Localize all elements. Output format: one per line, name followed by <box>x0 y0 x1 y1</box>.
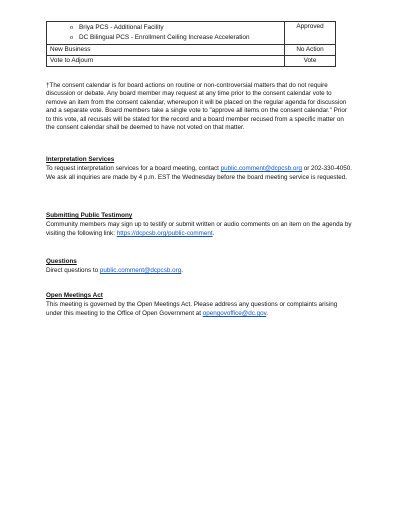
table-row <box>47 56 336 67</box>
agenda-table <box>46 21 336 67</box>
body-text: . <box>212 229 215 237</box>
status-cell: Vote <box>285 56 336 67</box>
agenda-item-cell: Vote to Adjourn <box>47 56 285 67</box>
table-row <box>47 22 336 45</box>
section-heading: Submitting Public Testimony <box>46 212 133 219</box>
open-meetings-act-section <box>46 292 352 318</box>
agenda-item-cell: New Business <box>47 45 285 56</box>
email-link[interactable]: opengovoffice@dc.gov <box>202 309 267 317</box>
body-text: To request interpretation services for a board meeting, contact <box>46 165 221 173</box>
list-item <box>50 23 281 33</box>
body-text: This meeting is governed by the Open Meetings Act. Please address any questions or complaints arising under this meeting to the Office of Open Government at <box>46 301 338 317</box>
body-text: Community members may sign up to testify or submit written or audio comments on an item on the agenda by visiting the following link: <box>46 221 352 237</box>
section-heading: Open Meetings Act <box>46 292 103 299</box>
body-text: . <box>266 309 269 317</box>
section-body <box>46 301 352 318</box>
table-row <box>47 45 336 56</box>
section-heading: Questions <box>46 258 77 265</box>
section-body <box>46 267 352 275</box>
consent-calendar-footnote: †The consent calendar is for board actions on routine or non-controversial matters that do not require discussion or debate. Any board member may request at any time prior to the consent calendar vote to remove an item from the consent calendar, whereupon it will be placed on the regular agenda for discussion and a separate vote. Board members take a single vote to "approve all items on the consent calendar." Prior to this vote, all recusals will be stated for the record and a board member recused from a specific matter on the consent calendar shall be deemed to have not voted on that matter. <box>46 82 347 132</box>
public-testimony-section <box>46 212 352 238</box>
section-heading: Interpretation Services <box>46 156 115 163</box>
body-text: or 202-330-4050. We ask all inquiries are made by 4 p.m. EST the Wednesday before the board meeting service is requested. <box>46 165 353 181</box>
list-item <box>50 33 281 43</box>
interpretation-services-section <box>46 156 352 182</box>
circle-bullet-icon: o <box>70 25 74 31</box>
email-link[interactable]: public.comment@dcpcsb.org <box>99 267 182 275</box>
questions-section <box>46 258 352 276</box>
status-cell: No Action <box>285 45 336 56</box>
body-text: Direct questions to <box>46 267 100 275</box>
section-body <box>46 221 352 238</box>
body-text: . <box>181 267 183 275</box>
agenda-item-cell <box>47 22 285 45</box>
list-item-text: DC Bilingual PCS - Enrollment Ceiling Increase Acceleration <box>79 34 250 41</box>
status-cell: Approved <box>285 22 336 45</box>
section-body <box>46 165 352 182</box>
email-link[interactable]: public.comment@dcpcsb.org <box>220 165 302 173</box>
public-comment-link[interactable]: https://dcpcsb.org/public-comment <box>116 229 213 237</box>
list-item-text: Briya PCS - Additional Facility <box>79 24 164 31</box>
circle-bullet-icon: o <box>70 35 74 41</box>
